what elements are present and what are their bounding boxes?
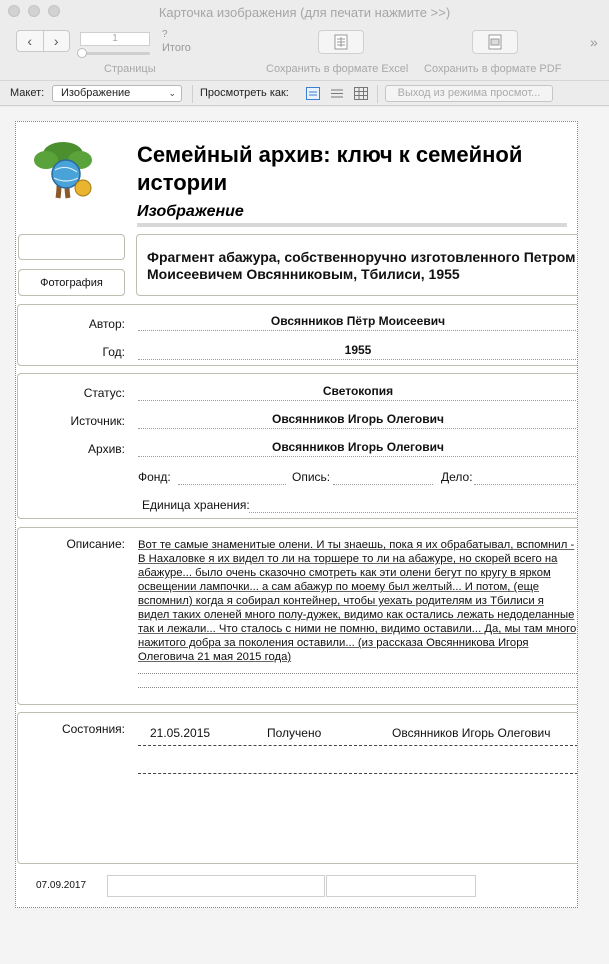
- window-title: Карточка изображения (для печати нажмите >>): [158, 5, 451, 20]
- source-value: Овсянников Игорь Олегович: [138, 412, 578, 429]
- state-action: Получено: [267, 726, 322, 740]
- status-value: Светокопия: [138, 384, 578, 401]
- view-as-label: Просмотреть как:: [200, 87, 289, 99]
- table-view-icon[interactable]: [354, 87, 368, 100]
- author-section: [17, 304, 578, 366]
- layout-select[interactable]: [52, 85, 182, 102]
- opis-label: Опись:: [292, 470, 331, 484]
- divider: [377, 85, 378, 103]
- exit-preview-button[interactable]: Выход из режима просмот...: [385, 85, 553, 102]
- fond-label: Фонд:: [138, 470, 171, 484]
- subtitle-underline: [137, 223, 567, 227]
- opis-value: [333, 484, 433, 485]
- save-pdf-label: Сохранить в формате PDF: [424, 63, 562, 75]
- layout-label: Макет:: [10, 87, 45, 99]
- storage-unit-label: Единица хранения:: [142, 498, 250, 512]
- toolbar: [0, 24, 609, 80]
- prev-page-button[interactable]: [17, 31, 43, 51]
- fond-value: [178, 484, 286, 485]
- layout-select-value: Изображение: [61, 87, 131, 99]
- author-value: Овсянников Пётр Моисеевич: [138, 314, 578, 331]
- layout-bar: [0, 80, 609, 106]
- page-slider[interactable]: [80, 52, 150, 55]
- record-card-page: [15, 121, 578, 908]
- footer-date: 07.09.2017: [36, 880, 87, 891]
- list-view-icon[interactable]: [330, 87, 344, 100]
- empty-tag-field: [18, 234, 125, 260]
- archive-label: Архив:: [88, 442, 125, 456]
- author-label: Автор:: [88, 317, 125, 331]
- toolbar-overflow-button[interactable]: »: [590, 34, 598, 50]
- state-person: Овсянников Игорь Олегович: [392, 726, 551, 740]
- description-label: Описание:: [66, 537, 125, 551]
- next-page-button[interactable]: [43, 31, 70, 51]
- page-slider-knob[interactable]: [77, 48, 87, 58]
- footer-field: [107, 875, 325, 897]
- archive-section: [17, 373, 578, 519]
- media-type-field: Фотография: [18, 269, 125, 296]
- storage-unit-value: [249, 512, 578, 513]
- description-text: Вот те самые знаменитые олени. И ты знаешь, пока я их обрабатывал, вспомнил - В Нахаловке я их видел то ли на торшере то ли на абажуре, но скорей всего на абажуре... было очень сказочно смотреть как эти олени бегут по кругу в ярком освещении лампочки... а сам абажур по моему был желтый... И потом, (еще вспомнил) когда я собирал контейнер, чтобы уехать родителям из Тбилиси я видел таких оленей много полу-дужек, видимо как остались лежать недоделанные так и лежали... Что сталось с ними не помню, видимо оставили... Да, мы там много нажитого добра за поколения оставили... (из рассказа Овсянникова Игоря Олеговича 21 мая 2015 года): [138, 539, 577, 663]
- description-rule: [138, 687, 578, 688]
- state-date: 21.05.2015: [150, 726, 211, 740]
- total-label: Итого: [162, 42, 191, 54]
- title-bar: [0, 0, 609, 24]
- states-section: [17, 712, 578, 864]
- page-title: Семейный архив: ключ к семейной истории: [137, 142, 523, 195]
- chevron-left-icon: ‹: [27, 33, 33, 49]
- year-value: 1955: [138, 343, 578, 360]
- chevron-down-icon: ⌄: [168, 88, 176, 98]
- divider: [192, 85, 193, 103]
- image-caption: Фрагмент абажура, собственноручно изготовленного Петром Моисеевичем Овсянниковым, Тбилиси, 1955: [136, 234, 578, 296]
- delo-value: [474, 484, 578, 485]
- form-view-icon[interactable]: [306, 87, 320, 100]
- page-nav-group: [16, 30, 70, 52]
- page-number-input[interactable]: 1: [80, 32, 150, 46]
- year-label: Год:: [102, 345, 125, 359]
- source-label: Источник:: [70, 414, 125, 428]
- state-row-divider: [138, 773, 578, 774]
- save-excel-label: Сохранить в формате Excel: [266, 63, 409, 75]
- pages-label: Страницы: [104, 63, 156, 75]
- footer-field: [326, 875, 476, 897]
- states-label: Состояния:: [61, 722, 125, 736]
- chevron-right-icon: ›: [53, 33, 59, 49]
- delo-label: Дело:: [441, 470, 473, 484]
- spreadsheet-icon: [334, 34, 348, 50]
- page-subtitle: Изображение: [137, 203, 244, 220]
- save-excel-button[interactable]: [318, 30, 364, 54]
- archive-value: Овсянников Игорь Олегович: [138, 440, 578, 457]
- description-rule: [138, 673, 578, 674]
- state-row-divider: [138, 745, 578, 746]
- family-tree-globe-logo-icon: [28, 134, 98, 204]
- status-label: Статус:: [83, 386, 125, 400]
- page-total-value: ?: [162, 29, 168, 40]
- pdf-document-icon: [487, 34, 503, 50]
- save-pdf-button[interactable]: [472, 30, 518, 54]
- description-section: [17, 527, 578, 705]
